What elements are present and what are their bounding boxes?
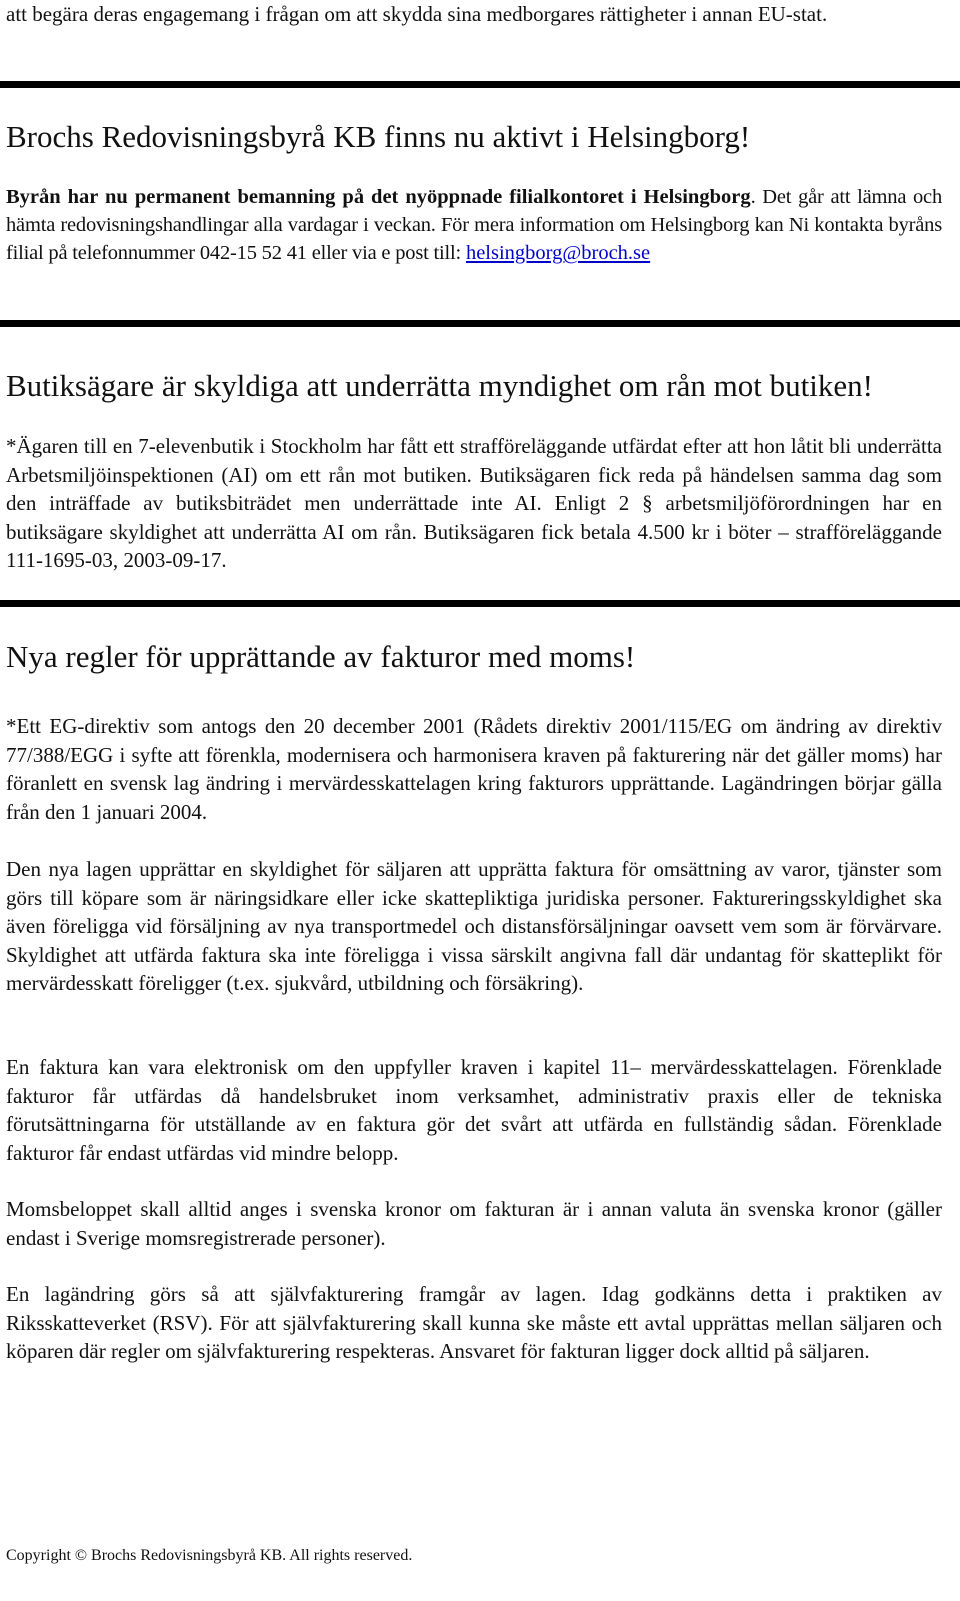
section-heading-helsingborg: Brochs Redovisningsbyrå KB finns nu aktivt i Helsingborg!: [6, 119, 751, 154]
bold-lead: Byrån har nu permanent bemanning på det nyöppnade filialkontoret i Helsingborg: [6, 186, 751, 208]
helsingborg-paragraph: [6, 183, 942, 267]
section-divider: [0, 320, 960, 327]
section-divider: [0, 600, 960, 607]
helsingborg-body: . Det går att lämna och hämta redovisningshandlingar alla vardagar i veckan. För mera information om Helsingborg kan Ni kontakta byråns filial på telefonnummer 042-15 52 41 eller via e post till:: [6, 186, 943, 264]
section-heading-robbery: Butiksägare är skyldiga att underrätta myndighet om rån mot butiken!: [6, 368, 873, 403]
email-link[interactable]: helsingborg@broch.se: [465, 242, 651, 264]
robbery-paragraph: [6, 432, 942, 575]
section-sign: §: [642, 491, 653, 516]
robbery-body-2: arbetsmiljöförordningen har en butiksägare skyldighet att underrätta AI om rån. Butiksägaren fick betala 4.500 kr i böter – strafföreläggande 111-1695-03, 2003-09-17.: [6, 491, 942, 573]
footer-copyright: Copyright © Brochs Redovisningsbyrå KB. All rights reserved.: [6, 1547, 413, 1564]
robbery-body-1: *Ägaren till en 7-elevenbutik i Stockholm har fått ett strafföreläggande utfärdat efter att hon låtit bli underrätta Arbetsmiljöinspektionen (AI) om ett rån mot butiken. Butiksägaren fick reda på händelsen samma dag som den inträffade av butiksbiträdet men underrättade inte AI. Enligt 2: [6, 434, 942, 516]
invoice-paragraph-1: *Ett EG-direktiv som antogs den 20 december 2001 (Rådets direktiv 2001/115/EG om ändring av direktiv 77/388/EGG i syfte att förenkla, modernisera och harmonisera kraven på fakturering när det gäller moms) har föranlett en svensk lag ändring i mervärdesskattelagen kring fakturors upprättande. Lagändringen börjar gälla från den 1 januari 2004.: [6, 714, 942, 824]
invoice-paragraph-3: En faktura kan vara elektronisk om den uppfyller kraven i kapitel 11– mervärdesskattelagen. Förenklade fakturor får utfärdas då handelsbruket inom verksamhet, administrativ praxis eller de tekniska förutsättningarna för utställande av en faktura gör det svårt att utfärda en fullständig sådan. Förenklade fakturor får endast utfärdas vid mindre belopp.: [6, 1055, 942, 1165]
invoice-paragraph-4: Momsbeloppet skall alltid anges i svenska kronor om fakturan är i annan valuta än svenska kronor (gäller endast i Sverige momsregistrerade personer).: [6, 1197, 942, 1250]
section-heading-invoices: Nya regler för upprättande av fakturor med moms!: [6, 639, 636, 674]
invoice-paragraph-5: En lagändring görs så att självfakturering framgår av lagen. Idag godkänns detta i praktiken av Riksskatteverket (RSV). För att självfakturering skall kunna ske måste ett avtal upprättas mellan säljaren och köparen där regler om självfakturering respekteras. Ansvaret för fakturan ligger dock alltid på säljaren.: [6, 1282, 942, 1364]
invoice-paragraph-2: Den nya lagen upprättar en skyldighet för säljaren att upprätta faktura för omsättning av varor, tjänster som görs till köpare som är näringsidkare eller icke skattepliktiga juridiska personer. Faktureringsskyldighet ska även föreligga vid försäljning av nya transportmedel och distansförsäljningar oavsett vem som är förvärvare. Skyldighet att utfärda faktura ska inte föreligga i vissa särskilt angivna fall där undantag för skatteplikt för mervärdesskatt föreligger (t.ex. sjukvård, utbildning och försäkring).: [6, 857, 942, 996]
section-divider: [0, 81, 960, 88]
intro-text: att begära deras engagemang i frågan om att skydda sina medborgares rättigheter i annan EU-stat.: [6, 2, 828, 26]
